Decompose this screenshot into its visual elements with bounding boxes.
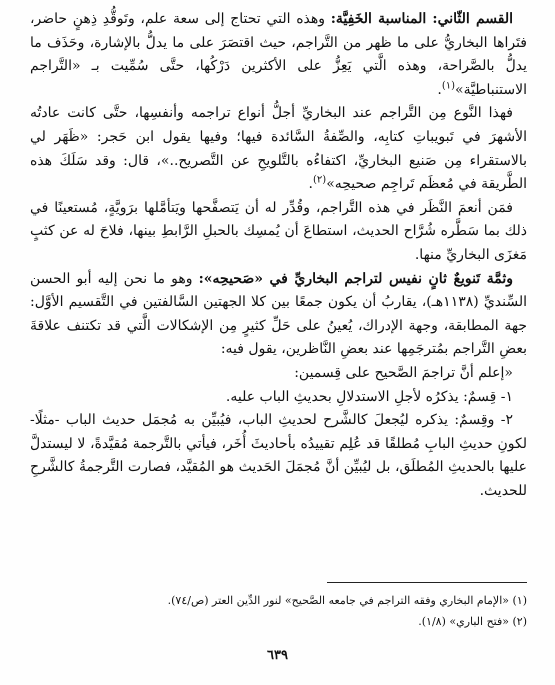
- section-heading-second-classification: وثمَّة تَنويعٌ ثانٍ نفيس لتراجم البخاريِّ في «صَحيحِه»:: [198, 270, 513, 287]
- paragraph-3: فمَن أنعمَ النَّظَر في هذه التَّراجم، وقُدِّر له أن يَتصفَّحها ويَتأمَّلها برَويَّةٍ، مُستعينًا في ذلك بما سَطَّره شُرَّاح الحديث، استطاعَ أن يُمسِك بالحبلِ الرَّابطِ بينها، فلاحَ له عن كثبٍ مَغزَى البخاريِّ منها.: [30, 199, 527, 263]
- footnote-ref-2[interactable]: (٢): [313, 174, 327, 186]
- footnote-1: (١) «الإمام البخاري وفقه التراجم في جامعه الصَّحيح» لنور الدِّين العتر (ص/٧٤).: [167, 594, 527, 607]
- paragraph-1: القسم الثّاني: المناسبة الخَفِيَّة: وهذه التي تحتاج إلى سعة علم، وتَوقُّدِ ذِهنٍ حاضر، فتَراها البخاريُّ على ما ظهر من التَّراجم، حيث اقتصَرَ على ما يدلُّ بالإشارة، وحَذَف ما يدلُّ بالصَّراحة، وهذه الَّتي يَعِزُّ على الأكثرين دَرْكُها، حتَّى سُمِّيت بـ «التَّراجم الاستنباطيَّة»$^{(١)}$.: [30, 11, 527, 98]
- quote-intro: «إعلم أنَّ تراجمَ الصَّحيح على قِسمين:: [294, 364, 513, 381]
- footnotes: [30, 590, 527, 632]
- paragraph-4-text: وهو ما نحن إليه أبو الحسن السِّنديِّ (١١٣٨هـ)، يقاربُ أن يكون جمعًا بين كلا الجهتين السَّالفتين في التَّقسيم الأوَّل: جهة المطابقة، وجهة الإدراك، يُعينُ على حَلِّ كثيرٍ مِن الإشكالات الَّتي قد تكتنف علاقةَ بعضِ التَّراجم بمُترجَمِها عند بعضِ النَّاظرين، يقول فيه:: [30, 270, 527, 358]
- paragraph-4: [30, 268, 527, 362]
- body-text: [30, 8, 527, 503]
- paragraph-2: فهذا النَّوع مِن التَّراجم عند البخاريِّ أجلُّ أنواع تراجمه وأنفسِها، حتَّى كانت عادتُه الأشهرَ في تَبويباتِ كتابِه، والصِّفةُ السَّائدة فيها؛ وفيها يقول ابن حَجر: «ظَهَر لي بالاستقراء مِن صَنيع البخاريِّ، اكتفاءُه بالتَّلويحِ عن التَّصريح..»، قال: وقد سَلَكَ هذه الطَّريقة في مُعظَم تَراجِم صحيحِه»$^{(٢)}$.: [30, 105, 527, 193]
- list-item-2: ٢- وقِسمٌ: يذكره ليُجعلَ كالشَّرح لحديثِ الباب، فيُبيِّن به مُجمَل حديث الباب -مثلًا- لكونِ حديثِ البابِ مُطلقًا قد عُلِم تقييدُه بأحاديثَ أُخَر، فيأتي بالتَّرجمة مُقيَّدةً، لا ليستدلَّ عليها بالحديثِ المُطلَق، بل ليُبيِّن أنَّ مُجمَلَ الحَديث هو المُقيَّد، فصارت التَّرجمةُ كالشَّرحِ للحديث.: [30, 412, 527, 499]
- page-number: ٦٣٩: [267, 648, 288, 663]
- section-heading-second-category: القسم الثّاني: المناسبة الخَفِيَّة:: [330, 11, 513, 27]
- footnote-2: (٢) «فتح الباري» (١/٨).: [418, 615, 527, 628]
- footnote-divider: [327, 582, 527, 583]
- footnote-ref-1[interactable]: (١): [441, 80, 456, 92]
- paragraph-2-text: فهذا النَّوع مِن التَّراجم عند البخاريِّ أجلُّ أنواع تراجمه وأنفسِها، حتَّى كانت عادتُه الأشهرَ في تَبويباتِ كتابِه، والصِّفةُ السَّائدة فيها؛ وفيها يقول ابن حَجر: «ظَهَر لي بالاستقراء مِن صَنيع البخاريِّ، اكتفاءُه بالتَّلويحِ عن التَّصريح..»، قال: وقد سَلَكَ هذه الطَّريقة في مُعظَم تَراجِم صحيحِه»: [30, 105, 527, 193]
- list-item-1: ١- قِسمٌ: يذكرُه لأجلِ الاستدلالِ بحديثِ الباب عليه.: [225, 388, 513, 405]
- paragraph-1-text: وهذه التي تحتاج إلى سعة علم، وتَوقُّدِ ذِهنٍ حاضر، فتَراها البخاريُّ على ما ظهر من التَّراجم، حيث اقتصَرَ على ما يدلُّ بالإشارة، وحَذَف ما يدلُّ بالصَّراحة، وهذه الَّتي يَعِزُّ على الأكثرين دَرْكُها، حتَّى سُمِّيت بـ «التَّراجم الاستنباطيَّة»: [30, 11, 527, 98]
